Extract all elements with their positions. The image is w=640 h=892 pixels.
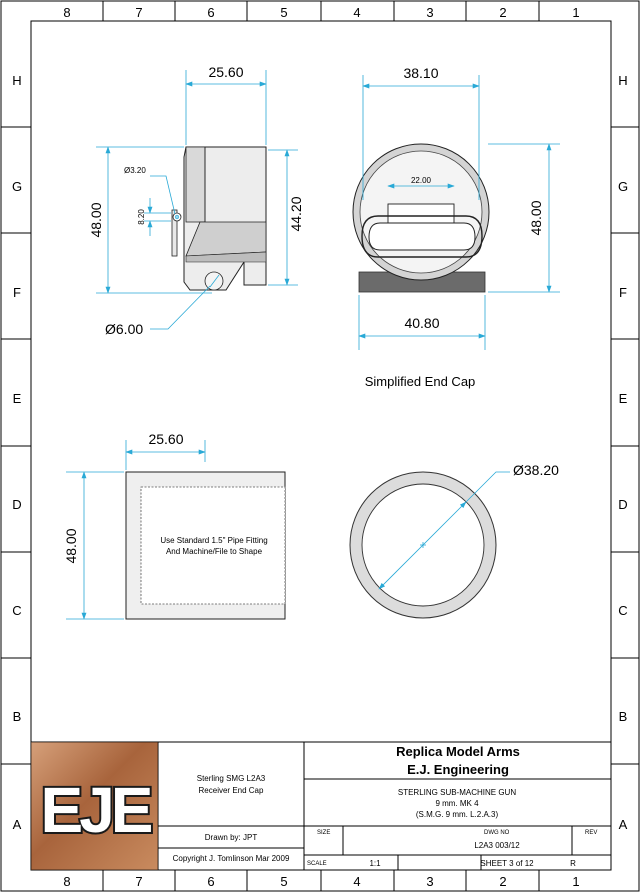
row-label-e-right: E: [618, 391, 628, 406]
dim-front-base-width: 40.80: [404, 315, 440, 331]
col-label-1-bottom: 1: [572, 874, 580, 889]
col-label-6-top: 6: [207, 5, 215, 20]
part-name-line-2: Receiver End Cap: [198, 786, 264, 795]
col-label-1-top: 1: [572, 5, 580, 20]
row-label-g-right: G: [617, 179, 629, 194]
part-name-line-1: Sterling SMG L2A3: [196, 774, 266, 783]
scale-value: 1:1: [369, 859, 381, 868]
title-block: [31, 742, 611, 870]
col-label-8-bottom: 8: [63, 874, 71, 889]
row-label-b-left: B: [12, 709, 22, 724]
row-label-d-right: D: [618, 497, 628, 512]
caption-simplified-end-cap: Simplified End Cap: [364, 374, 476, 389]
row-label-b-right: B: [618, 709, 628, 724]
size-label: SIZE: [317, 830, 331, 836]
col-label-2-bottom: 2: [499, 874, 507, 889]
row-label-f-right: F: [619, 285, 627, 300]
row-label-f-left: F: [13, 285, 21, 300]
desc-line-3: (S.M.G. 9 mm. L.2.A.3): [415, 810, 499, 819]
dim-bottom-hole: Ø6.00: [105, 321, 144, 337]
logo-text: EJE: [40, 774, 150, 846]
company-line-1: Replica Model Arms: [396, 744, 520, 759]
note-line-2: And Machine/File to Shape: [165, 547, 263, 556]
col-label-6-bottom: 6: [207, 874, 215, 889]
row-label-h-right: H: [618, 73, 628, 88]
dim-simplified-height: 48.00: [63, 528, 79, 564]
row-label-g-left: G: [11, 179, 23, 194]
dim-front-height: 48.00: [528, 200, 544, 236]
drawn-by: Drawn by: JPT: [204, 833, 258, 842]
row-label-e-left: E: [12, 391, 22, 406]
rev-value: R: [570, 859, 576, 868]
row-label-c-left: C: [12, 603, 22, 618]
dwg-no-value: L2A3 003/12: [474, 841, 520, 850]
note-line-1: Use Standard 1.5" Pipe Fitting: [160, 536, 268, 545]
dim-front-width: 38.10: [403, 65, 439, 81]
desc-line-1: STERLING SUB-MACHINE GUN: [397, 788, 517, 797]
simplified-side-view: [126, 472, 285, 619]
col-label-4-bottom: 4: [353, 874, 361, 889]
col-label-2-top: 2: [499, 5, 507, 20]
rev-label: REV: [585, 830, 598, 836]
row-label-d-left: D: [12, 497, 22, 512]
dim-ring-diameter: Ø38.20: [513, 462, 559, 478]
row-label-h-left: H: [12, 73, 22, 88]
col-label-5-bottom: 5: [280, 874, 288, 889]
dim-hole-offset: 8.20: [137, 209, 146, 225]
col-label-5-top: 5: [280, 5, 288, 20]
copyright: Copyright J. Tomlinson Mar 2009: [172, 854, 290, 863]
col-label-7-top: 7: [135, 5, 143, 20]
dim-small-hole: Ø3.20: [124, 166, 146, 175]
company-line-2: E.J. Engineering: [407, 762, 509, 777]
dim-side-width: 25.60: [208, 64, 244, 80]
dim-side-inner-height: 44.20: [288, 196, 304, 232]
scale-label: SCALE: [307, 861, 327, 867]
col-label-3-bottom: 3: [426, 874, 434, 889]
sheet-number: SHEET 3 of 12: [480, 859, 534, 868]
dim-front-slot: 22.00: [410, 176, 432, 185]
dim-side-height: 48.00: [88, 202, 104, 238]
col-label-8-top: 8: [63, 5, 71, 20]
row-label-c-right: C: [618, 603, 628, 618]
col-label-7-bottom: 7: [135, 874, 143, 889]
col-label-3-top: 3: [426, 5, 434, 20]
end-cap-side-view: [172, 147, 266, 290]
desc-line-2: 9 mm. MK 4: [435, 799, 479, 808]
dim-simplified-width: 25.60: [148, 431, 184, 447]
col-label-4-top: 4: [353, 5, 361, 20]
row-label-a-left: A: [12, 817, 22, 832]
row-label-a-right: A: [618, 817, 628, 832]
dwg-no-label: DWG NO: [484, 830, 510, 836]
